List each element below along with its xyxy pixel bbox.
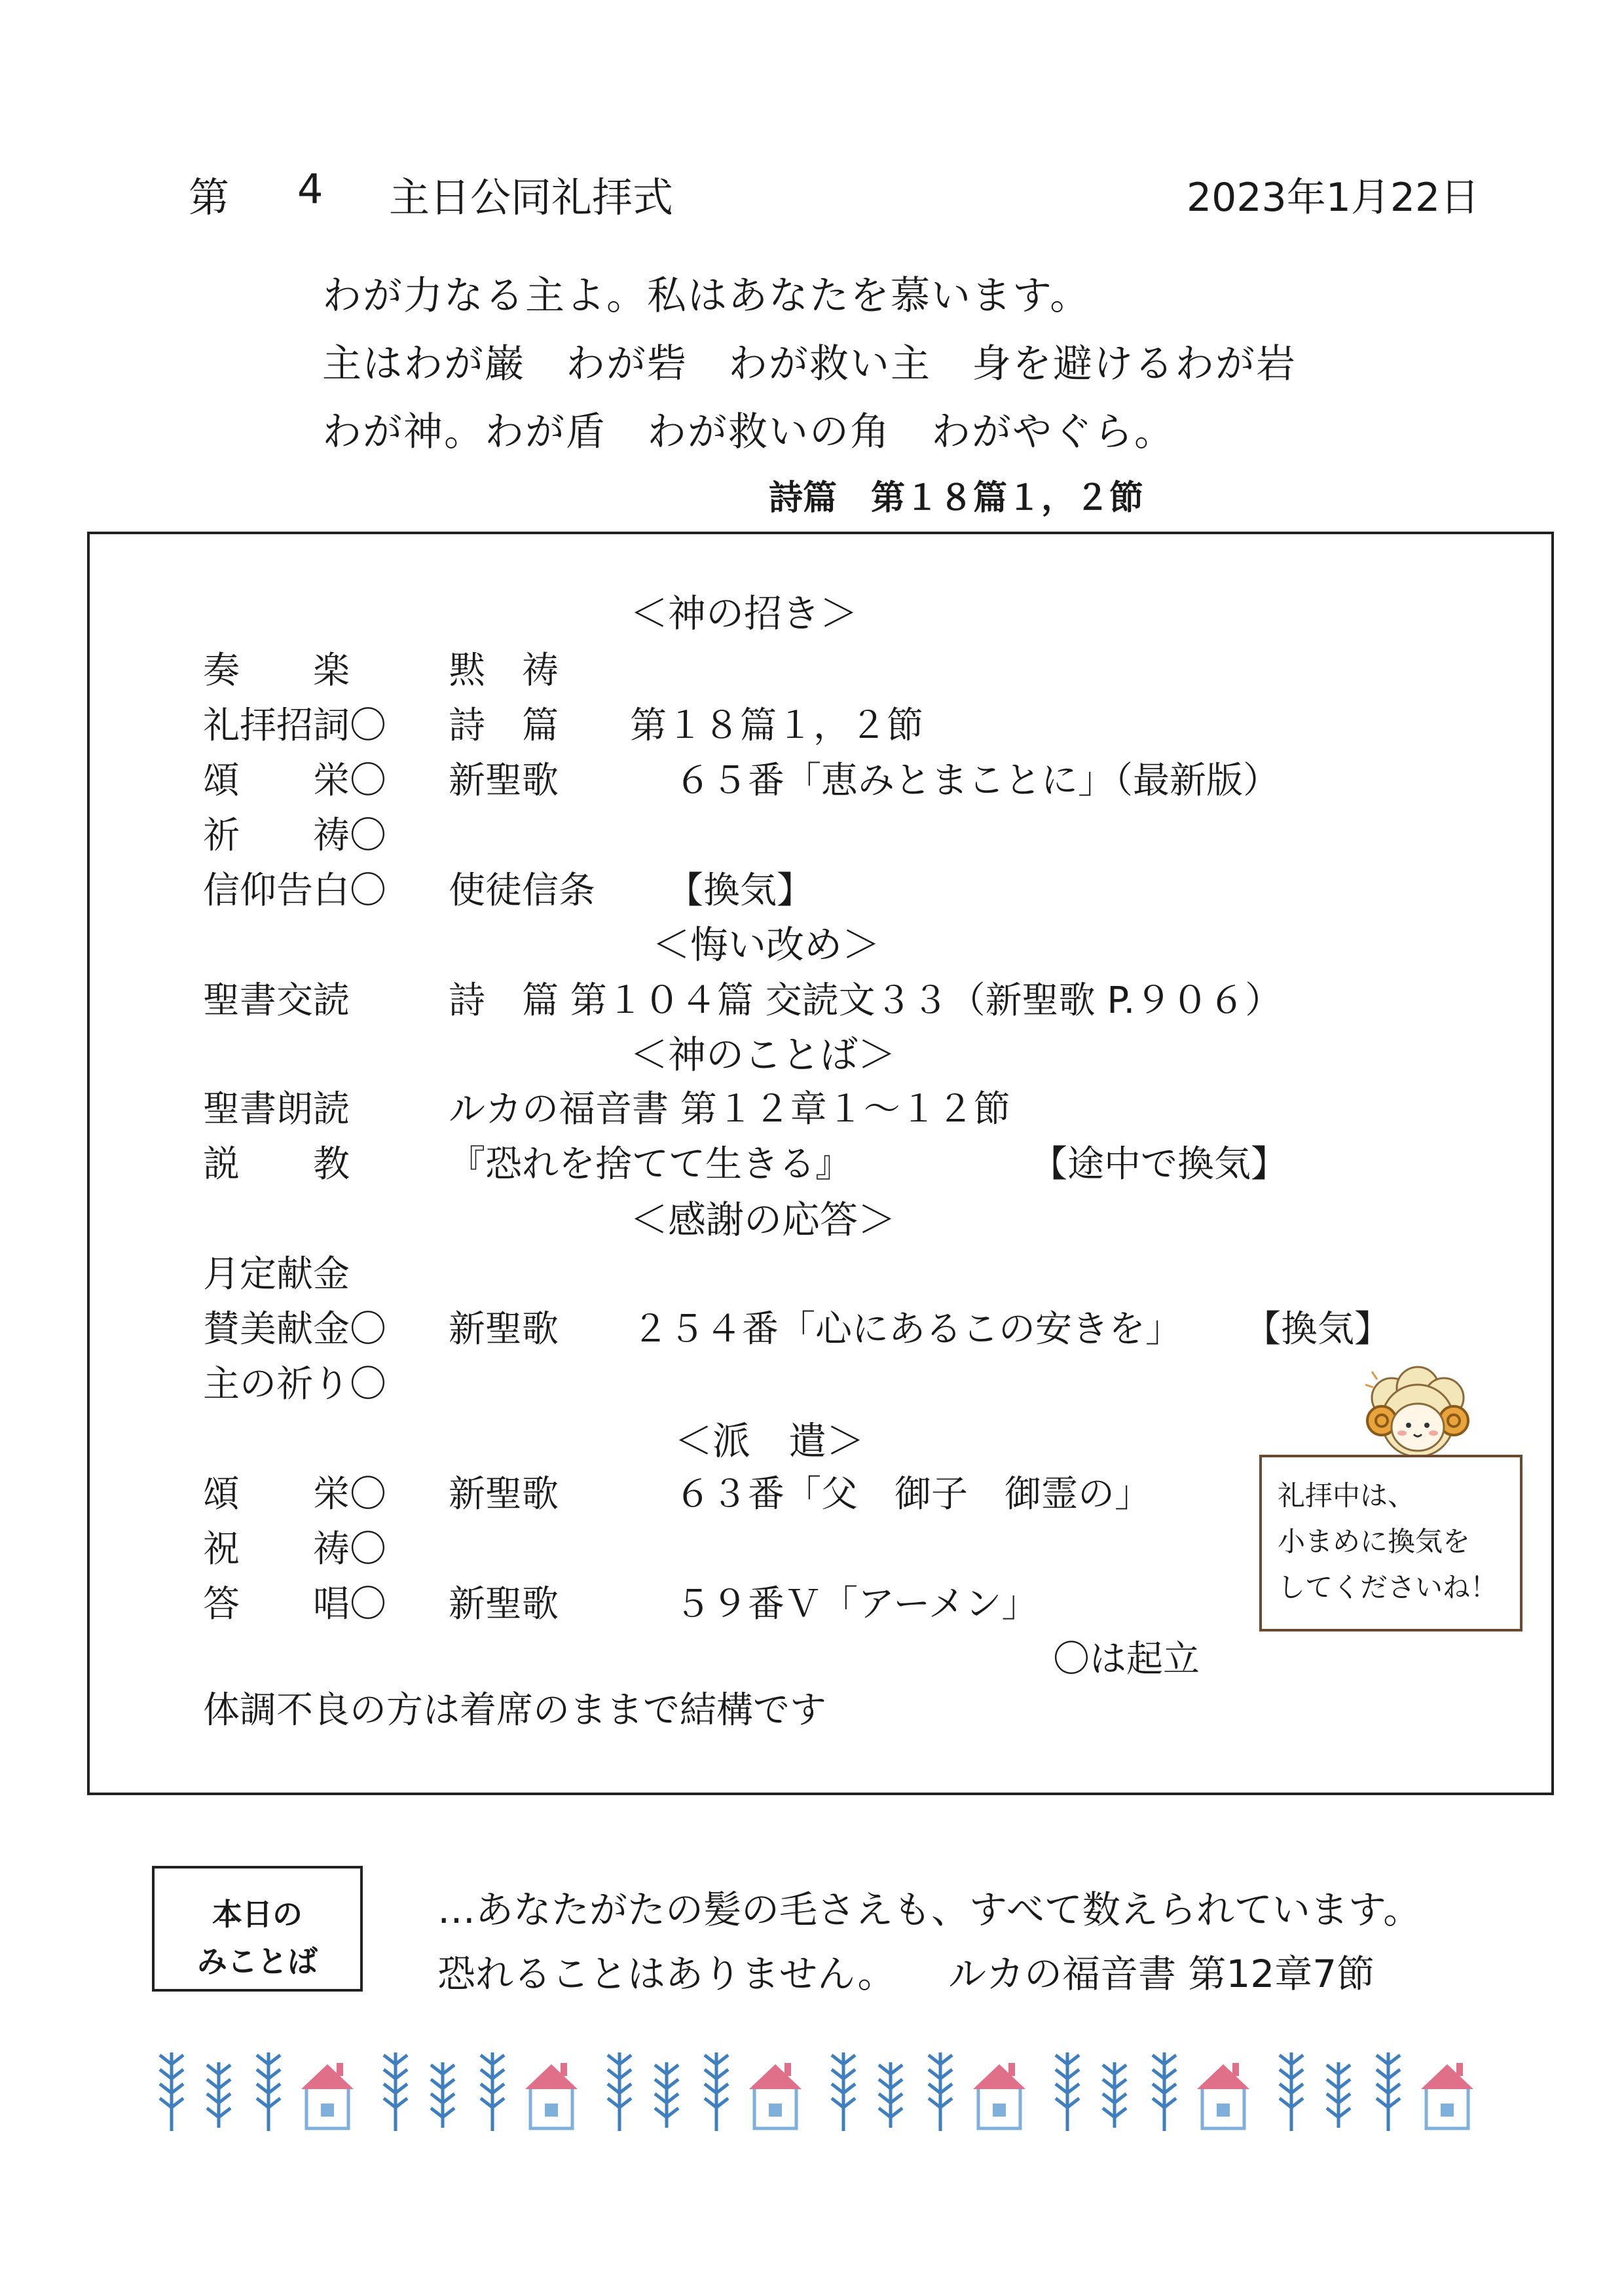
service-title: 主日公同礼拝式 bbox=[389, 173, 674, 221]
hymn1-book: 新聖歌 bbox=[449, 759, 559, 802]
house-icon bbox=[1421, 2063, 1473, 2128]
section-call: ＜神の招き＞ bbox=[630, 591, 858, 636]
hymn1-detail: ６５番「恵みとまことに」（最新版） bbox=[674, 759, 1280, 802]
service-number: 4 bbox=[297, 165, 323, 213]
responsive-detail: 詩 篇 第１０４篇 交読文３３（新聖歌 P.９０６） bbox=[449, 979, 1282, 1022]
prelude-label: 奏 楽 bbox=[203, 649, 350, 692]
section-thanks: ＜感謝の応答＞ bbox=[630, 1197, 896, 1242]
todays-word-reference: ルカの福音書 第12章7節 bbox=[948, 1952, 1375, 1996]
call-to-worship-ref: 第１８篇１，２節 bbox=[630, 704, 923, 747]
creed-label: 信仰告白〇 bbox=[203, 869, 386, 912]
tree-icon bbox=[1280, 2052, 1303, 2131]
responsive-label: 聖書交読 bbox=[203, 979, 350, 1022]
house-icon bbox=[749, 2063, 802, 2128]
health-note: 体調不良の方は着席のままで結構です bbox=[203, 1689, 826, 1732]
tree-icon bbox=[384, 2052, 407, 2131]
note-line-2: 小まめに換気を bbox=[1278, 1525, 1471, 1558]
ventilation-note-box bbox=[1259, 1455, 1522, 1631]
tree-icon bbox=[655, 2062, 678, 2128]
hymn2-book: 新聖歌 bbox=[449, 1473, 559, 1516]
tree-icon bbox=[832, 2052, 855, 2131]
house-icon bbox=[525, 2063, 578, 2128]
call-to-worship-book: 詩 篇 bbox=[449, 704, 559, 747]
amen-detail: ５９番Ｖ「アーメン」 bbox=[674, 1583, 1039, 1626]
tree-icon bbox=[608, 2052, 631, 2131]
tree-icon bbox=[929, 2052, 952, 2131]
praise-offering-book: 新聖歌 bbox=[449, 1308, 559, 1351]
todays-word-label-box bbox=[152, 1866, 363, 1992]
sheep-mascot-icon bbox=[1352, 1358, 1483, 1463]
hymn1-label: 頌 栄〇 bbox=[203, 759, 386, 802]
tree-icon bbox=[1103, 2062, 1126, 2128]
section-repent: ＜悔い改め＞ bbox=[652, 922, 881, 967]
verse-line-1: わが力なる主よ。私はあなたを慕います。 bbox=[322, 273, 1091, 319]
note-line-1: 礼拝中は、 bbox=[1278, 1480, 1416, 1512]
reading-label: 聖書朗読 bbox=[203, 1088, 350, 1131]
praise-offering-detail: ２５４番「心にあるこの安きを」 bbox=[632, 1308, 1182, 1351]
house-icon bbox=[1197, 2063, 1249, 2128]
call-to-worship-label: 礼拝招詞〇 bbox=[203, 704, 386, 747]
note-line-3: してくださいね！ bbox=[1278, 1571, 1498, 1603]
creed-item: 使徒信条 bbox=[449, 869, 595, 912]
hymn2-detail: ６３番「父 御子 御霊の」 bbox=[674, 1473, 1151, 1516]
sermon-label: 説 教 bbox=[203, 1143, 350, 1186]
tree-icon bbox=[1153, 2052, 1176, 2131]
header-dai: 第 bbox=[189, 173, 230, 221]
tree-icon bbox=[879, 2062, 902, 2128]
praise-offering-note: 【換気】 bbox=[1244, 1308, 1391, 1351]
prayer-label: 祈 祷〇 bbox=[203, 814, 386, 857]
reading-detail: ルカの福音書 第１２章１～１２節 bbox=[449, 1088, 1010, 1131]
verse-line-2: 主はわが巌 わが砦 わが救い主 身を避けるわが岩 bbox=[322, 341, 1297, 387]
tree-icon bbox=[207, 2062, 231, 2128]
verse-line-3: わが神。わが盾 わが救いの角 わがやぐら。 bbox=[322, 409, 1175, 455]
tree-icon bbox=[431, 2062, 454, 2128]
tree-icon bbox=[1056, 2052, 1079, 2131]
sermon-title: 『恐れを捨てて生きる』 bbox=[449, 1143, 852, 1186]
hymn2-label: 頌 栄〇 bbox=[203, 1473, 386, 1516]
amen-label: 答 唱〇 bbox=[203, 1583, 386, 1626]
blessing-label: 祝 祷〇 bbox=[203, 1528, 386, 1571]
todays-word-line-1: …あなたがたの髪の毛さえも、すべて数えられています。 bbox=[437, 1887, 1422, 1932]
todays-word-label-1: 本日の bbox=[212, 1897, 303, 1932]
todays-word-line-2: 恐れることはありません。 bbox=[437, 1952, 896, 1996]
service-date: 2023年1月22日 bbox=[1187, 175, 1480, 221]
tree-icon bbox=[160, 2052, 183, 2131]
tree-icon bbox=[1327, 2062, 1350, 2128]
lords-prayer-label: 主の祈り〇 bbox=[203, 1363, 386, 1406]
standing-note: 〇は起立 bbox=[1053, 1638, 1200, 1681]
sermon-note: 【途中で換気】 bbox=[1031, 1143, 1287, 1186]
house-icon bbox=[301, 2063, 354, 2128]
verse-reference: 詩篇 第１８篇１，２節 bbox=[769, 479, 1144, 518]
house-icon bbox=[973, 2063, 1025, 2128]
amen-book: 新聖歌 bbox=[449, 1583, 559, 1626]
praise-offering-label: 賛美献金〇 bbox=[203, 1308, 386, 1351]
tree-icon bbox=[481, 2052, 504, 2131]
section-word: ＜神のことば＞ bbox=[630, 1032, 896, 1077]
section-sending: ＜派 遣＞ bbox=[674, 1419, 865, 1463]
creed-note: 【換気】 bbox=[667, 869, 813, 912]
prelude-item: 黙 祷 bbox=[449, 649, 559, 692]
tree-icon bbox=[257, 2052, 280, 2131]
tree-icon bbox=[705, 2052, 728, 2131]
monthly-offering-label: 月定献金 bbox=[203, 1253, 350, 1296]
tree-icon bbox=[1376, 2052, 1400, 2131]
todays-word-label-2: みことば bbox=[197, 1944, 318, 1979]
tree-house-border bbox=[145, 2046, 1481, 2138]
